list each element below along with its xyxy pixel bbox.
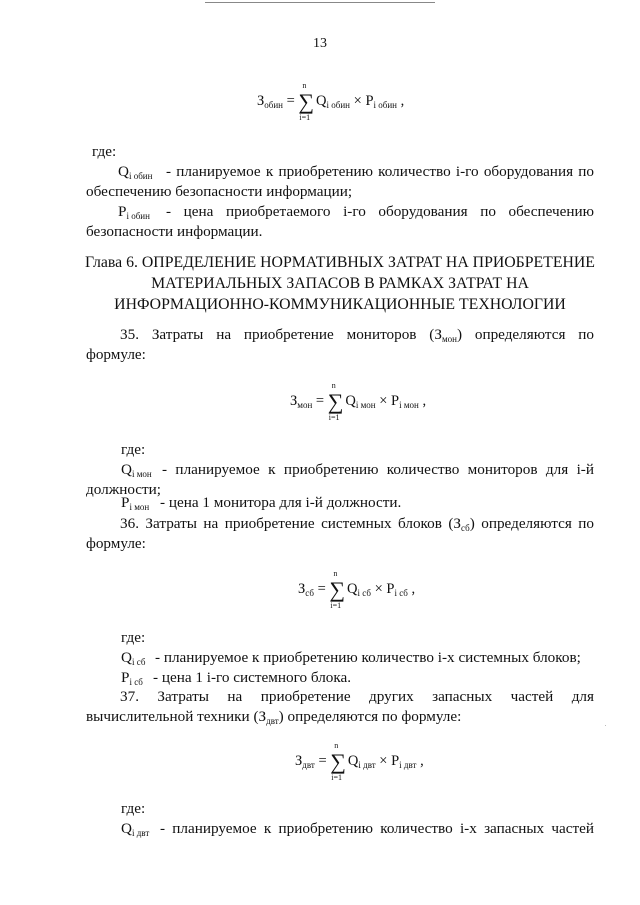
paragraph-35-line: формуле: (86, 346, 146, 363)
symbol-q-dvt: $Q_{i двт}$ (121, 820, 150, 838)
paragraph-35-line: 35. Затраты на приобретение мониторов $(З_{мон})$ определяются по (120, 326, 594, 344)
definition-line: обеспечению безопасности информации; (86, 183, 353, 200)
sum-sign: ∑ n i=1 (327, 381, 344, 422)
chapter-heading: Глава 6. ОПРЕДЕЛЕНИЕ НОРМАТИВНЫХ ЗАТРАТ НА ПРИОБРЕТЕНИЕ МАТЕРИАЛЬНЫХ ЗАПАСОВ В РАМКАХ ЗАТРАТ НА ИНФОРМАЦИОННО-КОММУНИКАЦИОННЫЕ ТЕХНОЛОГИИ (85, 254, 595, 313)
scan-top-edge (205, 2, 435, 3)
definition-line: - цена приобретаемого i-го оборудования по обеспечению (166, 203, 594, 220)
paragraph-36-line: формуле: (86, 535, 146, 552)
symbol-q-mon: $Q_{i мон}$ (121, 461, 152, 479)
symbol-p-mon: $P_{i мон}$ (121, 494, 150, 512)
paragraph-36-line: 36. Затраты на приобретение системных блоков $(З_{сб})$ определяются по (120, 515, 594, 533)
formula-dvt: $З_{двт}$ = ∑ n i=1 $Q_{i двт} \times P_{i двт}$ , (295, 741, 424, 782)
where-label: где: (121, 441, 146, 458)
symbol-p-sb: $P_{i сб}$ (121, 669, 143, 687)
definition-line: безопасности информации. (86, 223, 263, 240)
formula-lhs: $З_{обин}$ (257, 93, 283, 110)
sum-sign: ∑ n i=1 (298, 81, 315, 122)
where-label: где: (121, 629, 146, 646)
paragraph-37-line: 37. Затраты на приобретение других запасных частей для (120, 688, 594, 705)
formula-sb: $З_{сб}$ = ∑ n i=1 $Q_{i сб} \times P_{i сб}$ , (298, 569, 416, 610)
where-label: где: (121, 800, 146, 817)
scan-speck (605, 725, 606, 726)
page-number: 13 (313, 36, 327, 51)
definition-line: - планируемое к приобретению количество i-х системных блоков; (155, 649, 581, 666)
definition-line: - планируемое к приобретению количество i-х запасных частей (160, 820, 594, 837)
formula-mon: $З_{мон}$ = ∑ n i=1 $Q_{i мон} \times P_{i мон}$ , (290, 381, 427, 422)
definition-line: - цена 1 монитора для i-й должности. (160, 494, 402, 511)
symbol-p-obin: $P_{i обин}$ (118, 203, 150, 221)
formula-obin: $З_{обин}$ = ∑ n i=1 $Q_{i обин} \times P_{i обин}$ , (257, 81, 405, 122)
symbol-q-sb: $Q_{i сб}$ (121, 649, 146, 667)
definition-line: должности; (86, 481, 162, 498)
sum-sign: ∑ n i=1 (329, 569, 346, 610)
paragraph-37-line: вычислительной техники $(З_{двт})$ определяются по формуле: (86, 708, 462, 726)
sum-sign: ∑ n i=1 (330, 741, 346, 782)
definition-line: - планируемое к приобретению количество i-го оборудования по (166, 163, 594, 180)
where-label: где: (92, 143, 117, 160)
definition-line: - цена 1 i-го системного блока. (153, 669, 352, 686)
definition-line: - планируемое к приобретению количество мониторов для i-й (162, 461, 594, 478)
symbol-q-obin: $Q_{i обин}$ (118, 163, 153, 181)
